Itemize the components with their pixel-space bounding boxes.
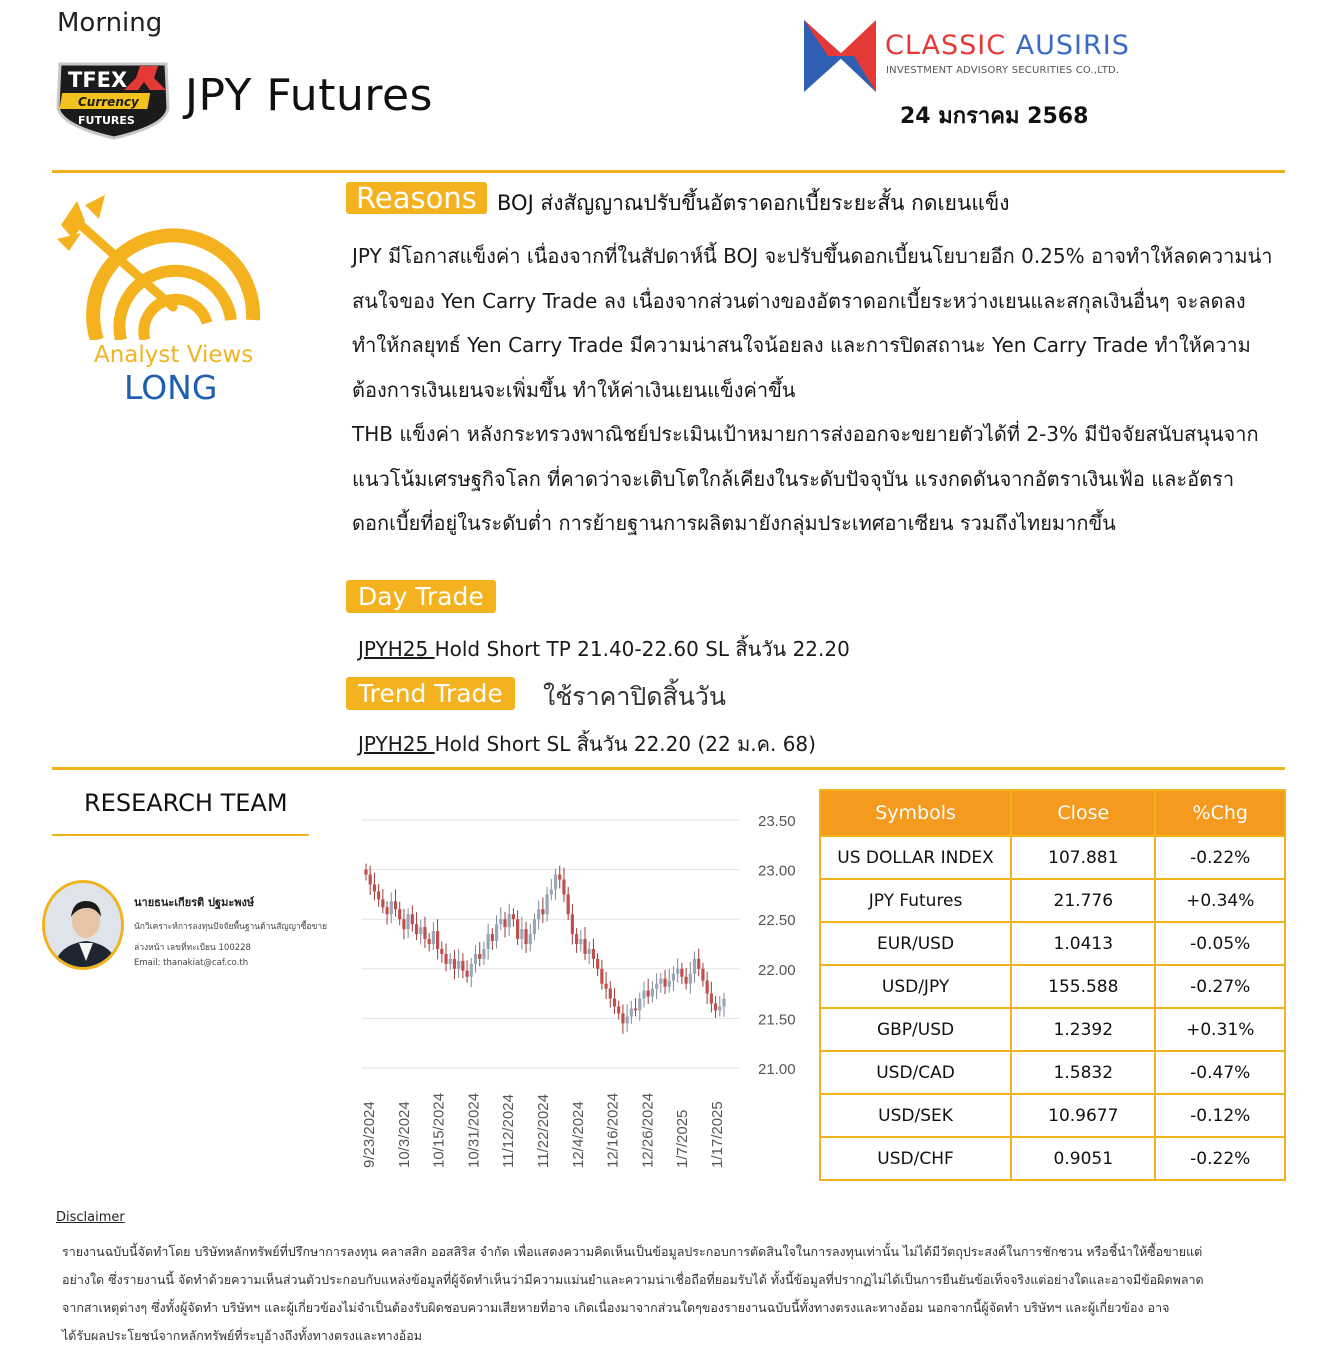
page-title: JPY Futures <box>185 70 433 121</box>
y-tick-label: 22.00 <box>758 961 796 979</box>
analyst-name: นายธนะเกียรติ ปฐมะพงษ์ <box>134 896 255 909</box>
candle-body <box>571 914 574 934</box>
classic-ausiris-logo-mark <box>804 20 876 92</box>
futures-word: FUTURES <box>78 114 135 127</box>
candle-body <box>701 969 704 981</box>
currency-word: Currency <box>78 95 139 109</box>
day-trade-line <box>358 633 850 665</box>
x-tick-label: 11/22/2024 <box>535 1094 552 1168</box>
candle-body <box>550 889 553 894</box>
candle-body <box>432 931 435 944</box>
quote-symbol: USD/SEK <box>820 1094 1011 1137</box>
candle-body <box>364 870 367 875</box>
candle-body <box>394 901 397 909</box>
candle-body <box>377 891 380 899</box>
candle-body <box>524 929 527 944</box>
quotes-row <box>820 1008 1285 1051</box>
candle-body <box>592 949 595 959</box>
candle-body <box>373 884 376 891</box>
candle-body <box>600 969 603 984</box>
quote-symbol: EUR/USD <box>820 922 1011 965</box>
candle-body <box>369 875 372 885</box>
candle-body <box>567 894 570 914</box>
candle-body <box>499 919 502 924</box>
quotes-row <box>820 1051 1285 1094</box>
x-tick-label: 10/31/2024 <box>465 1092 483 1168</box>
divider-middle <box>52 767 1285 770</box>
candle-body <box>385 907 388 914</box>
candle-body <box>529 934 532 944</box>
quotes-header-symbols: Symbols <box>820 790 1011 836</box>
candle-body <box>718 1006 721 1010</box>
disclaimer-line: ได้รับผลประโยชน์จากหลักทรัพย์ที่ระบุอ้างถึงทั้งทางตรงและทางอ้อม <box>62 1328 422 1343</box>
quote-close: 0.9051 <box>1011 1137 1155 1180</box>
candle-body <box>512 914 515 919</box>
candle-body <box>449 959 452 964</box>
reasons-tag: Reasons <box>346 182 487 214</box>
disclaimer-line: อย่างใด ซึ่งรายงานนี้ จัดทำด้วยความเห็นส่วนตัวประกอบกับแหล่งข้อมูลที่ผู้จัดทำเห็นว่ามีความแม่นยำและความน่าเชื่อถือที่ยอมรับได้ ทั้งนี้ข้อมูลที่ปรากฏไม่ได้เป็นการยืนยันข้อเท็จจริงแต่อย่างใดและอาจมีข้อผิดพลาด <box>62 1272 1204 1287</box>
quote-close: 107.881 <box>1011 836 1155 879</box>
quote-change: -0.47% <box>1155 1051 1285 1094</box>
jpy-futures-candlestick-chart <box>348 800 808 1180</box>
x-tick-label: 10/3/2024 <box>395 1101 413 1168</box>
quote-close: 155.588 <box>1011 965 1155 1008</box>
candle-body <box>419 927 422 934</box>
edition-label: Morning <box>57 8 163 38</box>
candle-body <box>533 919 536 934</box>
report-date: 24 มกราคม 2568 <box>900 104 1089 129</box>
disclaimer-text <box>62 1238 1282 1350</box>
day-trade-tag: Day Trade <box>346 580 496 613</box>
candle-body <box>697 959 700 969</box>
trend-trade-note: ใช้ราคาปิดสิ้นวัน <box>543 682 726 711</box>
quotes-row <box>820 922 1285 965</box>
candle-body <box>520 929 523 939</box>
quotes-row <box>820 1137 1285 1180</box>
x-tick-label: 9/23/2024 <box>361 1101 378 1168</box>
research-team-title: RESEARCH TEAM <box>84 789 288 817</box>
divider-top <box>52 170 1285 173</box>
research-team-underline <box>52 834 309 836</box>
y-tick-label: 23.00 <box>758 862 796 880</box>
candle-body <box>672 974 675 981</box>
candle-body <box>444 954 447 964</box>
candle-body <box>495 924 498 941</box>
analyst-views-label: Analyst Views <box>94 342 254 368</box>
candle-body <box>642 991 645 999</box>
candle-body <box>659 979 662 984</box>
analyst-role: นักวิเคราะห์การลงทุนปัจจัยพื้นฐานด้านสัญญาซื้อขายล่วงหน้า เลขที่ทะเบียน 100228 <box>134 922 328 953</box>
target-arrow-icon <box>55 195 260 340</box>
brand-name <box>885 30 1130 61</box>
candle-body <box>508 914 511 927</box>
candle-body <box>634 1008 637 1010</box>
quote-symbol: US DOLLAR INDEX <box>820 836 1011 879</box>
candle-body <box>562 880 565 895</box>
x-tick-label: 12/4/2024 <box>569 1101 587 1168</box>
candle-body <box>613 999 616 1007</box>
x-tick-label: 12/26/2024 <box>639 1092 657 1168</box>
candle-body <box>470 964 473 977</box>
candle-body <box>402 919 405 929</box>
candle-body <box>440 949 443 954</box>
candle-body <box>655 984 658 989</box>
candle-body <box>465 971 468 977</box>
day-trade-symbol: JPYH25 <box>358 637 435 661</box>
candle-body <box>390 901 393 914</box>
quote-change: -0.22% <box>1155 1137 1285 1180</box>
day-trade-text: Hold Short TP 21.40-22.60 SL สิ้นวัน 22.20 <box>434 637 850 661</box>
quote-close: 21.776 <box>1011 879 1155 922</box>
candle-body <box>461 961 464 971</box>
trend-trade-symbol: JPYH25 <box>358 732 435 756</box>
candle-body <box>575 934 578 944</box>
candle-body <box>722 999 725 1007</box>
candle-body <box>491 934 494 941</box>
candle-body <box>663 979 666 987</box>
candle-body <box>684 977 687 984</box>
quotes-row <box>820 836 1285 879</box>
reasons-body <box>352 234 1288 546</box>
quote-change: -0.22% <box>1155 836 1285 879</box>
candle-body <box>626 1016 629 1023</box>
trend-trade-tag: Trend Trade <box>346 677 515 710</box>
x-tick-label: 1/7/2025 <box>674 1109 692 1168</box>
candle-body <box>453 959 456 969</box>
candle-body <box>503 919 506 927</box>
candle-body <box>482 949 485 959</box>
y-tick-label: 21.50 <box>758 1011 796 1029</box>
x-tick-label: 1/17/2025 <box>709 1101 726 1168</box>
disclaimer-title: Disclaimer <box>56 1210 125 1225</box>
candle-body <box>676 969 679 974</box>
candle-body <box>621 1013 624 1023</box>
y-tick-label: 22.50 <box>758 912 796 930</box>
candle-body <box>609 989 612 999</box>
candle-body <box>706 981 709 994</box>
candle-body <box>411 914 414 924</box>
candle-body <box>693 959 696 974</box>
candle-body <box>680 969 683 977</box>
analyst-email[interactable]: Email: thanakiat@caf.co.th <box>134 958 249 968</box>
candle-body <box>617 1006 620 1013</box>
candle-body <box>478 954 481 959</box>
candle-body <box>583 939 586 954</box>
y-tick-label: 23.50 <box>758 813 796 830</box>
candle-body <box>668 981 671 987</box>
x-tick-label: 10/15/2024 <box>430 1092 448 1168</box>
quotes-header-row <box>820 790 1285 836</box>
candle-body <box>474 954 477 964</box>
candle-body <box>638 999 641 1011</box>
y-tick-label: 21.00 <box>758 1061 796 1078</box>
candle-body <box>381 899 384 907</box>
brand-subtitle: INVESTMENT ADVISORY SECURITIES CO.,LTD. <box>886 65 1120 76</box>
quote-symbol: USD/CHF <box>820 1137 1011 1180</box>
tfex-word: TFEX <box>68 68 128 92</box>
quote-symbol: GBP/USD <box>820 1008 1011 1051</box>
disclaimer-line: จากสาเหตุต่างๆ ซึ่งทั้งผู้จัดทำ บริษัทฯ และผู้เกี่ยวข้องไม่จำเป็นต้องรับผิดชอบความเสียหายที่อาจ เกิดเนื่องมาจากส่วนใดๆของรายงานฉบับนี้ทั้งทางตรงและทางอ้อม นอกจากนี้ผู้จัดทำ บริษัทฯ และผู้เกี่ยวข้อง อาจ <box>62 1300 1170 1315</box>
quotes-header-close: Close <box>1011 790 1155 836</box>
candle-body <box>516 919 519 939</box>
reasons-paragraph-thb: THB แข็งค่า หลังกระทรวงพาณิชย์ประเมินเป้าหมายการส่งออกจะขยายตัวได้ที่ 2-3% มีปัจจัยสนับสนุนจากแนวโน้มเศรษฐกิจโลก ที่คาดว่าจะเติบโตใกล้เคียงในระดับปัจจุบัน แรงกดดันจากอัตราเงินเฟ้อ และอัตราดอกเบี้ยที่อยู่ในระดับต่ำ การย้ายฐานการผลิตมายังกลุ่มประเทศอาเซียน รวมถึงไทยมากขึ้น <box>352 422 1259 535</box>
candle-body <box>407 914 410 929</box>
analyst-avatar <box>42 880 124 970</box>
candle-body <box>714 1004 717 1011</box>
candle-body <box>457 961 460 969</box>
quotes-row <box>820 879 1285 922</box>
quote-close: 1.5832 <box>1011 1051 1155 1094</box>
quote-change: -0.27% <box>1155 965 1285 1008</box>
disclaimer-line: รายงานฉบับนี้จัดทำโดย บริษัทหลักทรัพย์ที่ปรึกษาการลงทุน คลาสสิก ออสสิริส จำกัด เพื่อแสดงความคิดเห็นเป็นข้อมูลประกอบการตัดสินใจในการลงทุนเท่านั้น ไม่ได้มีวัตถุประสงค์ในการชักชวน หรือชี้นำให้ซื้อขายแต่ <box>62 1244 1203 1259</box>
brand-name-part1: CLASSIC <box>885 30 1007 61</box>
quotes-row <box>820 1094 1285 1137</box>
candle-body <box>537 909 540 919</box>
quote-symbol: USD/JPY <box>820 965 1011 1008</box>
quote-change: +0.34% <box>1155 879 1285 922</box>
candle-body <box>579 939 582 944</box>
tfex-currency-futures-logo <box>54 60 172 140</box>
quote-change: +0.31% <box>1155 1008 1285 1051</box>
quote-change: -0.05% <box>1155 922 1285 965</box>
candle-body <box>487 934 490 949</box>
candle-body <box>647 991 650 997</box>
candle-body <box>588 949 591 954</box>
x-tick-label: 11/12/2024 <box>500 1094 518 1168</box>
candle-body <box>541 909 544 914</box>
quote-symbol: JPY Futures <box>820 879 1011 922</box>
analyst-view-value: LONG <box>124 368 218 407</box>
candle-body <box>596 959 599 969</box>
quote-change: -0.12% <box>1155 1094 1285 1137</box>
candle-body <box>604 984 607 989</box>
brand-name-part2: AUSIRIS <box>1015 30 1130 61</box>
trend-trade-text: Hold Short SL สิ้นวัน 22.20 (22 ม.ค. 68) <box>434 732 816 756</box>
candle-body <box>710 994 713 1004</box>
candle-body <box>630 1008 633 1016</box>
trend-trade-line <box>358 728 816 760</box>
quote-close: 1.2392 <box>1011 1008 1155 1051</box>
candle-body <box>546 894 549 914</box>
candle-body <box>398 909 401 919</box>
quote-symbol: USD/CAD <box>820 1051 1011 1094</box>
quote-close: 1.0413 <box>1011 922 1155 965</box>
candle-body <box>689 974 692 984</box>
quotes-row <box>820 965 1285 1008</box>
candle-body <box>554 875 557 890</box>
candle-body <box>428 939 431 944</box>
quotes-header-chg: %Chg <box>1155 790 1285 836</box>
candle-body <box>423 927 426 939</box>
candle-body <box>415 924 418 934</box>
quotes-table <box>819 789 1286 1181</box>
x-tick-label: 12/16/2024 <box>604 1092 622 1168</box>
reasons-paragraph-jpy: JPY มีโอกาสแข็งค่า เนื่องจากที่ในสัปดาห์นี้ BOJ จะปรับขึ้นดอกเบี้ยนโยบายอีก 0.25% อาจทำให้ลดความน่าสนใจของ Yen Carry Trade ลง เนื่องจากส่วนต่างของอัตราดอกเบี้ยระหว่างเยนและสกุลเงินอื่นๆ จะลดลง ทำให้กลยุทธ์ Yen Carry Trade มีความน่าสนใจน้อยลง และการปิดสถานะ Yen Carry Trade ทำให้ความต้องการเงินเยนจะเพิ่มขึ้น ทำให้ค่าเงินเยนแข็งค่าขึ้น <box>352 244 1273 402</box>
candle-body <box>558 875 561 880</box>
candle-body <box>436 931 439 949</box>
reasons-headline: BOJ ส่งสัญญาณปรับขึ้นอัตราดอกเบี้ยระยะสั้น กดเยนแข็ง <box>497 191 1010 215</box>
quote-close: 10.9677 <box>1011 1094 1155 1137</box>
candle-body <box>651 989 654 997</box>
